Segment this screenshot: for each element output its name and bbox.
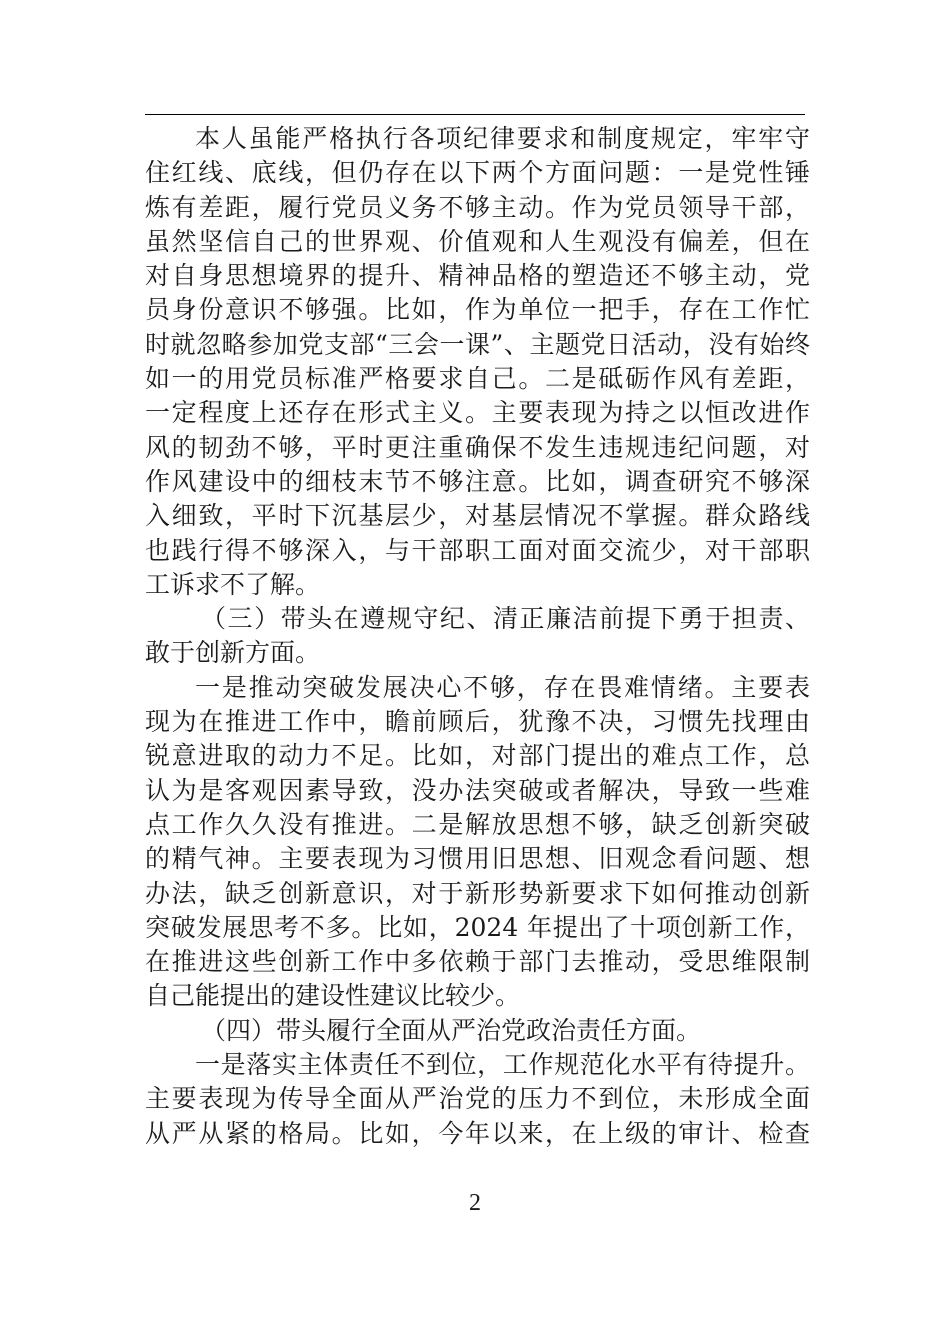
text-line: 对自身思想境界的提升、精神品格的塑造还不够主动，党 xyxy=(145,261,810,291)
document-body xyxy=(145,122,810,1151)
text-line: 办法，缺乏创新意识，对于新形势新要求下如何推动创新 xyxy=(145,878,810,908)
text-line: 锐意进取的动力不足。比如，对部门提出的难点工作，总 xyxy=(145,741,810,771)
text-line: 本人虽能严格执行各项纪律要求和制度规定，牢牢守 xyxy=(195,124,810,153)
header-rule xyxy=(145,114,805,115)
text-line: 一是推动突破发展决心不够，存在畏难情绪。主要表 xyxy=(195,672,810,702)
text-line: 在推进这些创新工作中多依赖于部门去推动，受思维限制 xyxy=(145,947,810,977)
text-line: 点工作久久没有推进。二是解放思想不够，缺乏创新突破 xyxy=(145,809,810,839)
text-line: 一定程度上还存在形式主义。主要表现为持之以恒改进作 xyxy=(145,398,810,428)
text-line: 从严从紧的格局。比如，今年以来，在上级的审计、检查 xyxy=(145,1118,810,1148)
text-line: 一是落实主体责任不到位，工作规范化水平有待提升。 xyxy=(195,1050,810,1080)
text-line: 住红线、底线，但仍存在以下两个方面问题：一是党性锤 xyxy=(145,158,810,188)
text-line: 认为是客观因素导致，没办法突破或者解决，导致一些难 xyxy=(145,775,810,805)
section-heading: 敢于创新方面。 xyxy=(145,638,321,668)
text-line: 主要表现为传导全面从严治党的压力不到位，未形成全面 xyxy=(145,1084,810,1114)
text-line: 虽然坚信自己的世界观、价值观和人生观没有偏差，但在 xyxy=(145,226,810,256)
text-line: 风的韧劲不够，平时更注重确保不发生违规违纪问题，对 xyxy=(145,432,810,462)
text-line: 现为在推进工作中，瞻前顾后，犹豫不决，习惯先找理由 xyxy=(145,707,810,737)
text-line: 入细致，平时下沉基层少，对基层情况不掌握。群众路线 xyxy=(145,501,810,531)
text-line: 如一的用党员标准严格要求自己。二是砥砺作风有差距， xyxy=(145,364,810,394)
text-line: 作风建设中的细枝末节不够注意。比如，调查研究不够深 xyxy=(145,466,810,496)
text-line: 工诉求不了解。 xyxy=(145,569,321,599)
text-line: 时就忽略参加党支部“三会一课”、主题党日活动，没有始终 xyxy=(145,329,810,359)
text-line: 的精气神。主要表现为习惯用旧思想、旧观念看问题、想 xyxy=(145,844,810,874)
page-number: 2 xyxy=(469,1190,481,1216)
text-line: 突破发展思考不多。比如，2024 年提出了十项创新工作， xyxy=(145,912,810,942)
section-heading: （三）带头在遵规守纪、清正廉洁前提下勇于担责、 xyxy=(201,604,810,634)
text-line: 自己能提出的建设性建议比较少。 xyxy=(145,981,521,1011)
section-heading: （四）带头履行全面从严治党政治责任方面。 xyxy=(201,1015,702,1045)
text-line: 炼有差距，履行党员义务不够主动。作为党员领导干部， xyxy=(145,192,810,222)
text-line: 也践行得不够深入，与干部职工面对面交流少，对干部职 xyxy=(145,535,810,565)
text-line: 员身份意识不够强。比如，作为单位一把手，存在工作忙 xyxy=(145,295,810,325)
